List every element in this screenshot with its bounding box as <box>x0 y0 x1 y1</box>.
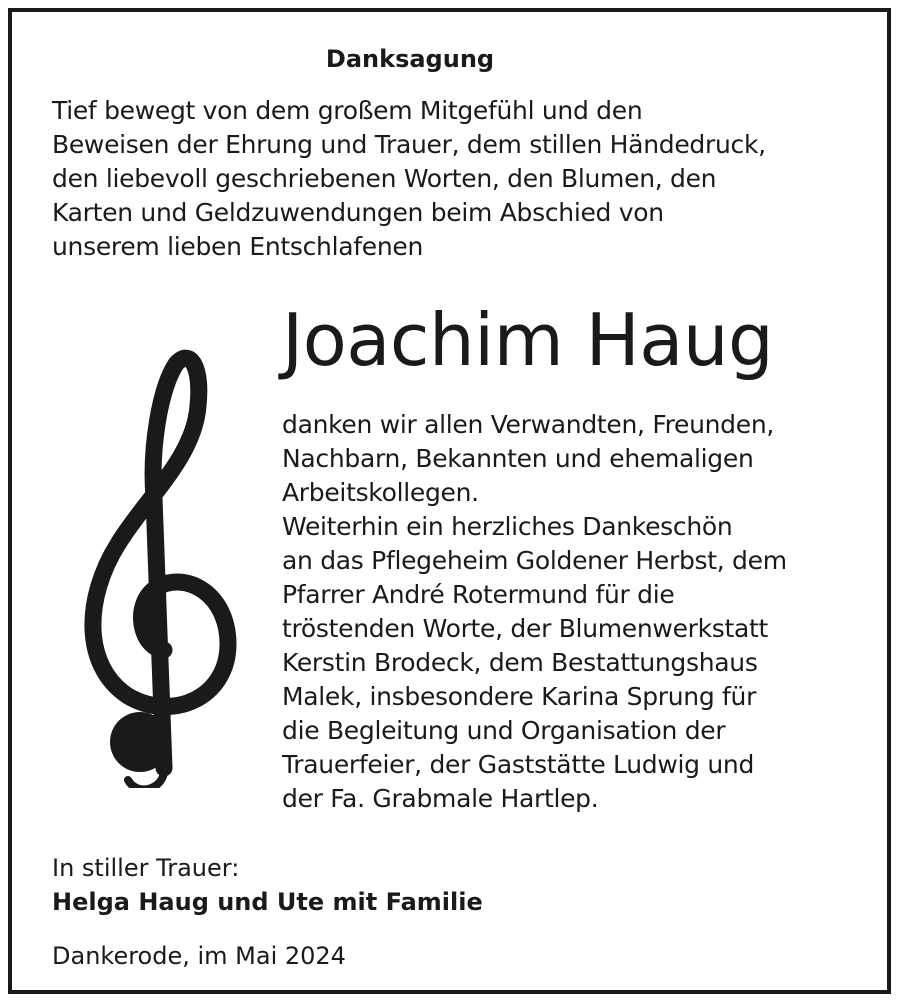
notice-heading: Danksagung <box>325 45 495 73</box>
mourning-label: In stiller Trauer: <box>52 854 240 882</box>
deceased-name: Joachim Haug <box>282 298 774 382</box>
treble-clef-icon <box>68 348 238 788</box>
place-date: Dankerode, im Mai 2024 <box>52 942 346 970</box>
thanks-text: danken wir allen Verwandten, Freunden, Nachbarn, Bekannten und ehemaligen Arbeitskollegen. Weiterhin ein herzliches Dankeschön an das Pflegeheim Goldener Herbst, dem Pfarrer André Rotermund für die tröstenden Worte, der Blumenwerkstatt Kerstin Brodeck, dem Bestattungshaus Malek, insbesondere Karina Sprung für die Begleitung und Organisation der Trauerfeier, der Gaststätte Ludwig und der Fa. Grabmale Hartlep. <box>282 410 787 813</box>
family-signature: Helga Haug und Ute mit Familie <box>52 888 483 916</box>
intro-text: Tief bewegt von dem großem Mitgefühl und den Beweisen der Ehrung und Trauer, dem stillen Händedruck, den liebevoll geschriebenen Worten, den Blumen, den Karten und Geldzuwendungen beim Abschied von unserem lieben Entschlafenen <box>52 96 766 261</box>
obituary-notice <box>8 8 891 994</box>
